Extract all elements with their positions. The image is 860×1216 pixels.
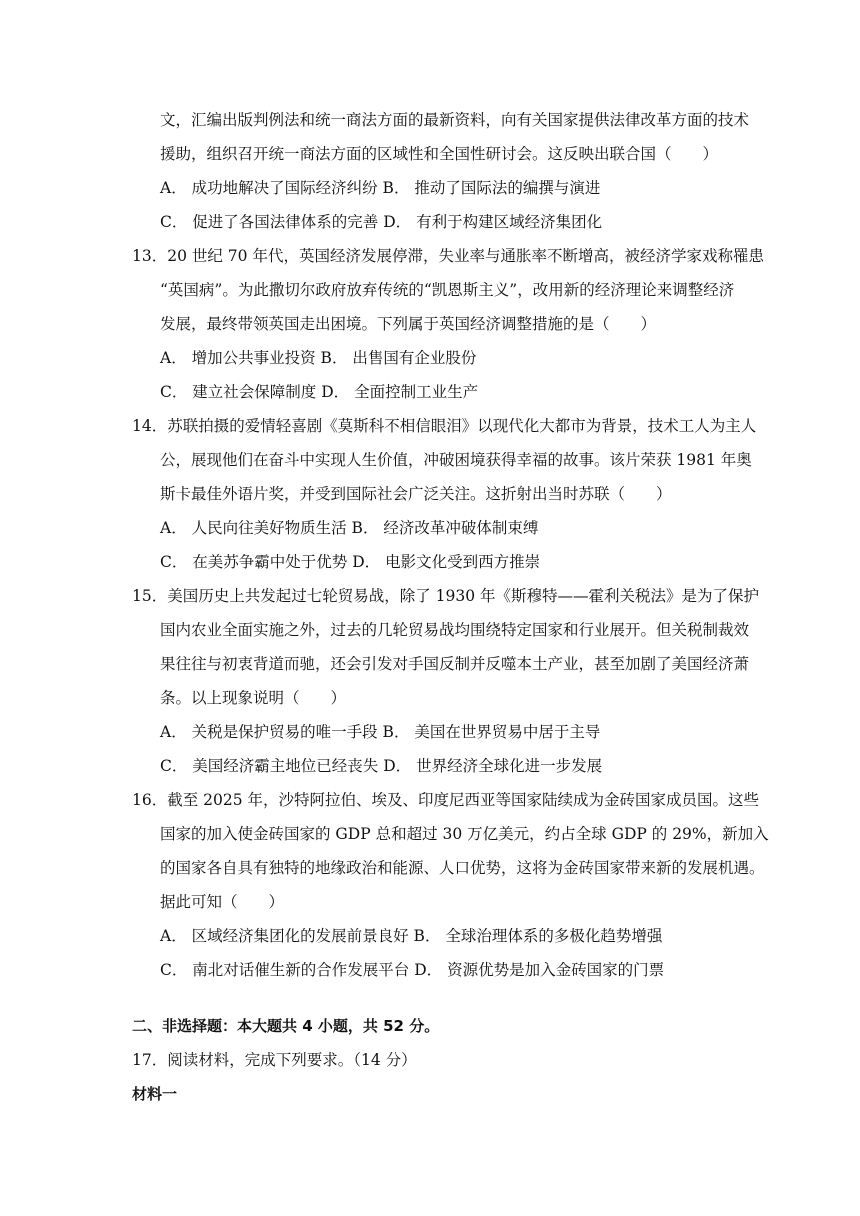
q15-text-line: 15．美国历史上共发起过七轮贸易战，除了 1930 年《斯穆特——霍利关税法》是为了保护 bbox=[132, 587, 760, 605]
q13-text-line: 13．20 世纪 70 年代，英国经济发展停滞，失业率与通胀率不断增高，被经济学家戏称罹患 bbox=[132, 247, 764, 265]
q13-option-row: C． 建立社会保障制度 D． 全面控制工业生产 bbox=[160, 383, 479, 401]
q12-text-line: 文，汇编出版判例法和统一商法方面的最新资料，向有关国家提供法律改革方面的技术 bbox=[160, 111, 750, 129]
q15-text-line: 国内农业全面实施之外，过去的几轮贸易战均围绕特定国家和行业展开。但关税制裁效 bbox=[160, 621, 750, 639]
q16-option-row: C． 南北对话催生新的合作发展平台 D． 资源优势是加入金砖国家的门票 bbox=[160, 961, 665, 979]
q13-text-line: 发展，最终带领英国走出困境。下列属于英国经济调整措施的是（ ） bbox=[160, 315, 657, 333]
q13-option-row: A． 增加公共事业投资 B． 出售国有企业股份 bbox=[160, 349, 477, 367]
q14-text-line: 公，展现他们在奋斗中实现人生价值，冲破困境获得幸福的故事。该片荣获 1981 年奥 bbox=[160, 451, 752, 469]
q16-option-row: A． 区域经济集团化的发展前景良好 B． 全球治理体系的多极化趋势增强 bbox=[160, 927, 663, 945]
q14-text-line: 14．苏联拍摄的爱情轻喜剧《莫斯科不相信眼泪》以现代化大都市为背景，技术工人为主人 bbox=[132, 417, 757, 435]
q16-text-line: 16．截至 2025 年，沙特阿拉伯、埃及、印度尼西亚等国家陆续成为金砖国家成员国。这些 bbox=[132, 791, 760, 809]
section-heading: 二、非选择题：本大题共 4 小题，共 52 分。 bbox=[132, 1017, 440, 1035]
q16-text-line: 的国家各自具有独特的地缘政治和能源、人口优势，这将为金砖国家带来新的发展机遇。 bbox=[160, 859, 765, 877]
material-label: 材料一 bbox=[132, 1085, 178, 1103]
q16-text-line: 国家的加入使金砖国家的 GDP 总和超过 30 万亿美元，约占全球 GDP 的 29%，新加入 bbox=[160, 825, 769, 843]
q12-option-row: C． 促进了各国法律体系的完善 D． 有利于构建区域经济集团化 bbox=[160, 213, 603, 231]
q15-text-line: 果往往与初衷背道而驰，还会引发对手国反制并反噬本土产业，甚至加剧了美国经济萧 bbox=[160, 655, 750, 673]
q15-option-row: A． 关税是保护贸易的唯一手段 B． 美国在世界贸易中居于主导 bbox=[160, 723, 601, 741]
q17-text-line: 17．阅读材料，完成下列要求。（14 分） bbox=[132, 1051, 417, 1069]
q13-text-line: “英国病”。为此撒切尔政府放弃传统的“凯恩斯主义”，改用新的经济理论来调整经济 bbox=[160, 281, 735, 299]
q15-option-row: C． 美国经济霸主地位已经丧失 D． 世界经济全球化进一步发展 bbox=[160, 757, 603, 775]
q12-option-row: A． 成功地解决了国际经济纠纷 B． 推动了国际法的编撰与演进 bbox=[160, 179, 601, 197]
q14-option-row: A． 人民向往美好物质生活 B． 经济改革冲破体制束缚 bbox=[160, 519, 539, 537]
q14-text-line: 斯卡最佳外语片奖，并受到国际社会广泛关注。这折射出当时苏联（ ） bbox=[160, 485, 672, 503]
q16-text-line: 据此可知（ ） bbox=[160, 893, 285, 911]
q12-text-line: 援助，组织召开统一商法方面的区域性和全国性研讨会。这反映出联合国（ ） bbox=[160, 145, 719, 163]
q15-text-line: 条。以上现象说明（ ） bbox=[160, 689, 347, 707]
q14-option-row: C． 在美苏争霸中处于优势 D． 电影文化受到西方推崇 bbox=[160, 553, 541, 571]
